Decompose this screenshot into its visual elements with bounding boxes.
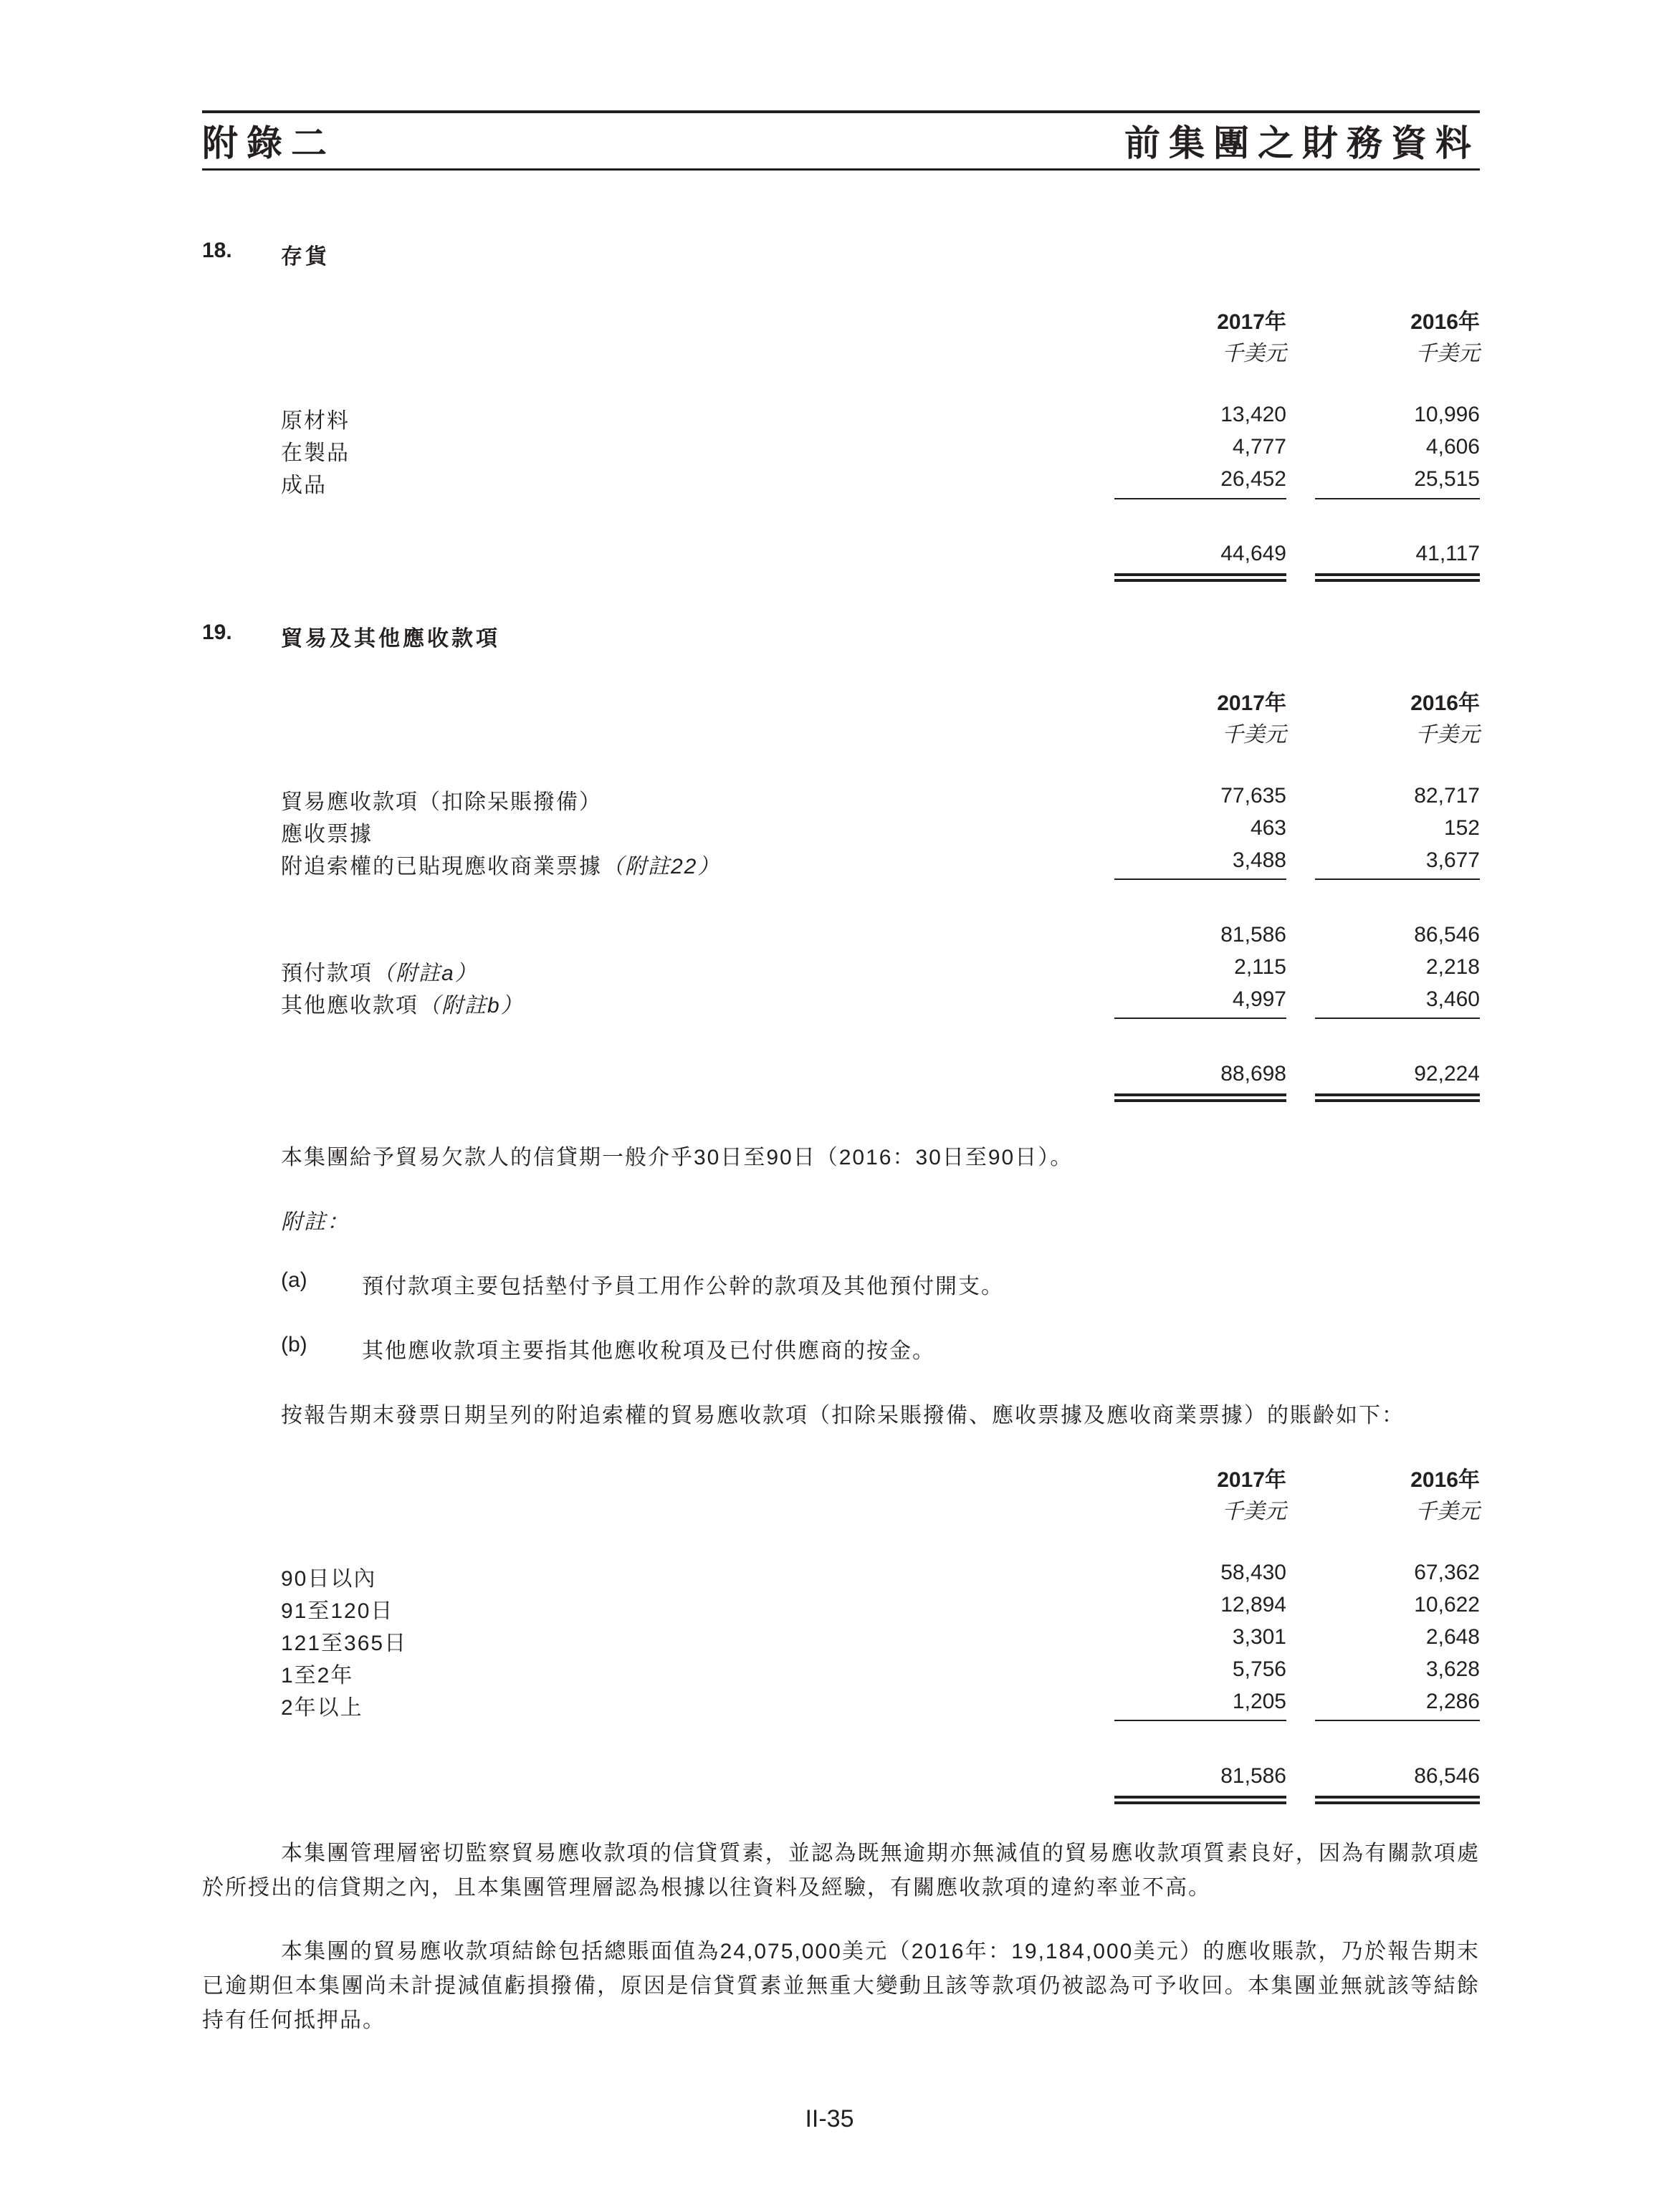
prepayments-label: 預付款項（附註a） — [281, 962, 478, 985]
receivables-row-value-2017: 77,635 — [1220, 784, 1286, 808]
inventory-row-value-2017: 26,452 — [1220, 467, 1286, 491]
aging-row-value-2017: 58,430 — [1220, 1561, 1286, 1584]
aging-total-2017: 81,586 — [1220, 1764, 1286, 1788]
receivables-total-double-rule-2016 — [1315, 1093, 1480, 1102]
aging-unit-2016: 千美元 — [1415, 1500, 1480, 1523]
receivables-unit-2016: 千美元 — [1415, 723, 1480, 747]
header-top-rule — [202, 110, 1480, 113]
aging-total-rule-2017 — [1114, 1720, 1286, 1721]
aging-row-value-2016: 10,622 — [1414, 1593, 1480, 1617]
credit-period-text: 本集團給予貿易欠款人的信貸期一般介乎30日至90日（2016：30日至90日）。 — [281, 1146, 1074, 1169]
receivables-row-value-2017: 3,488 — [1232, 848, 1286, 872]
receivables-subtotal-rule-2016 — [1315, 878, 1480, 880]
other-receivables-value-2017: 4,997 — [1232, 987, 1286, 1011]
aging-row-value-2016: 3,628 — [1425, 1657, 1480, 1681]
page-number: II-35 — [805, 2105, 854, 2132]
appendix-title: 附錄二 — [202, 123, 335, 163]
inventory-year-2017: 2017年 — [1217, 310, 1286, 334]
inventory-row-value-2016: 4,606 — [1425, 435, 1480, 459]
aging-row-value-2016: 67,362 — [1414, 1561, 1480, 1584]
other-receivables-label: 其他應收款項（附註b） — [281, 994, 524, 1018]
aging-row-label: 121至365日 — [281, 1632, 408, 1655]
receivables-total-2016: 92,224 — [1414, 1062, 1480, 1086]
aging-total-rule-2016 — [1315, 1720, 1480, 1721]
aging-row-value-2017: 12,894 — [1220, 1593, 1286, 1617]
section-heading: 前集團之財務資料 — [1124, 123, 1480, 163]
inventory-unit-2017: 千美元 — [1222, 342, 1286, 365]
aging-total-double-rule-2016 — [1315, 1796, 1480, 1804]
receivables-row-value-2017: 463 — [1250, 816, 1286, 840]
aging-row-value-2017: 3,301 — [1232, 1625, 1286, 1649]
receivables-subtotal-2017: 81,586 — [1220, 923, 1286, 947]
inventory-total-2017: 44,649 — [1220, 542, 1286, 565]
section-19-title: 貿易及其他應收款項 — [281, 627, 500, 651]
note-reference: （附註a） — [373, 962, 478, 985]
section-18-title: 存貨 — [281, 245, 330, 269]
note-a-text: 預付款項主要包括墊付予員工用作公幹的款項及其他預付開支。 — [362, 1275, 1004, 1298]
receivables-row-value-2016: 3,677 — [1425, 848, 1480, 872]
aging-row-value-2016: 2,286 — [1425, 1690, 1480, 1713]
inventory-row-label: 在製品 — [281, 441, 350, 465]
receivables-total-rule-2016 — [1315, 1018, 1480, 1019]
inventory-row-value-2016: 25,515 — [1414, 467, 1480, 491]
other-receivables-value-2016: 3,460 — [1425, 987, 1480, 1011]
aging-total-2016: 86,546 — [1414, 1764, 1480, 1788]
receivables-unit-2017: 千美元 — [1222, 723, 1286, 747]
aging-year-2016: 2016年 — [1410, 1468, 1480, 1492]
receivables-total-rule-2017 — [1114, 1018, 1286, 1019]
inventory-row-label: 成品 — [281, 474, 327, 497]
aging-total-double-rule-2017 — [1114, 1796, 1286, 1804]
receivables-row-label: 應收票據 — [281, 823, 373, 846]
receivables-row-value-2016: 82,717 — [1414, 784, 1480, 808]
aging-year-2017: 2017年 — [1217, 1468, 1286, 1492]
note-b-mark: (b) — [281, 1333, 307, 1356]
aging-row-label: 90日以內 — [281, 1567, 377, 1591]
receivables-year-2017: 2017年 — [1217, 691, 1286, 715]
inventory-row-value-2017: 4,777 — [1232, 435, 1286, 459]
aging-row-label: 1至2年 — [281, 1664, 354, 1687]
receivables-row-label: 附追索權的已貼現應收商業票據（附註22） — [281, 855, 721, 878]
note-a-mark: (a) — [281, 1268, 307, 1292]
aging-row-value-2017: 1,205 — [1232, 1690, 1286, 1713]
receivables-row-label: 貿易應收款項（扣除呆賬撥備） — [281, 790, 602, 814]
inventory-row-value-2017: 13,420 — [1220, 403, 1286, 426]
note-reference: （附註b） — [419, 994, 524, 1018]
inventory-total-double-rule-2016 — [1315, 573, 1480, 582]
section-18-number: 18. — [202, 239, 232, 262]
inventory-subtotal-rule-2017 — [1114, 498, 1286, 499]
inventory-row-value-2016: 10,996 — [1414, 403, 1480, 426]
receivables-total-2017: 88,698 — [1220, 1062, 1286, 1086]
receivables-row-value-2016: 152 — [1443, 816, 1480, 840]
section-19-number: 19. — [202, 621, 232, 644]
receivables-subtotal-rule-2017 — [1114, 878, 1286, 880]
notes-label: 附註： — [281, 1210, 350, 1234]
aging-row-label: 2年以上 — [281, 1696, 363, 1720]
receivables-year-2016: 2016年 — [1410, 691, 1480, 715]
past-due-paragraph: 本集團的貿易應收款項結餘包括總賬面值為24,075,000美元（2016年：19,184,000美元）的應收賬款，乃於報告期末已逾期但本集團尚未計提減值虧損撥備，原因是信貸質素並無重大變動且該等款項仍被認為可予收回。本集團並無就該等結餘持有任何抵押品。 — [202, 1940, 1480, 2032]
inventory-unit-2016: 千美元 — [1415, 342, 1480, 365]
aging-intro-text: 按報告期末發票日期呈列的附追索權的貿易應收款項（扣除呆賬撥備、應收票據及應收商業票據）的賬齡如下： — [281, 1404, 1405, 1427]
aging-row-label: 91至120日 — [281, 1599, 394, 1623]
prepayments-value-2016: 2,218 — [1425, 955, 1480, 979]
inventory-year-2016: 2016年 — [1410, 310, 1480, 334]
header-bottom-rule — [202, 168, 1480, 171]
receivables-subtotal-2016: 86,546 — [1414, 923, 1480, 947]
aging-row-value-2017: 5,756 — [1232, 1657, 1286, 1681]
note-b-text: 其他應收款項主要指其他應收稅項及已付供應商的按金。 — [362, 1339, 935, 1363]
receivables-total-double-rule-2017 — [1114, 1093, 1286, 1102]
prepayments-value-2017: 2,115 — [1234, 955, 1286, 979]
aging-unit-2017: 千美元 — [1222, 1500, 1286, 1523]
credit-quality-paragraph: 本集團管理層密切監察貿易應收款項的信貸質素，並認為既無逾期亦無減值的貿易應收款項質素良好，因為有關款項處於所授出的信貸期之內，且本集團管理層認為根據以往資料及經驗，有關應收款項的違約率並不高。 — [202, 1842, 1480, 1900]
note-reference: （附註22） — [602, 855, 721, 878]
inventory-total-double-rule-2017 — [1114, 573, 1286, 582]
inventory-total-2016: 41,117 — [1415, 542, 1480, 565]
inventory-row-label: 原材料 — [281, 409, 350, 433]
aging-row-value-2016: 2,648 — [1425, 1625, 1480, 1649]
inventory-subtotal-rule-2016 — [1315, 498, 1480, 499]
